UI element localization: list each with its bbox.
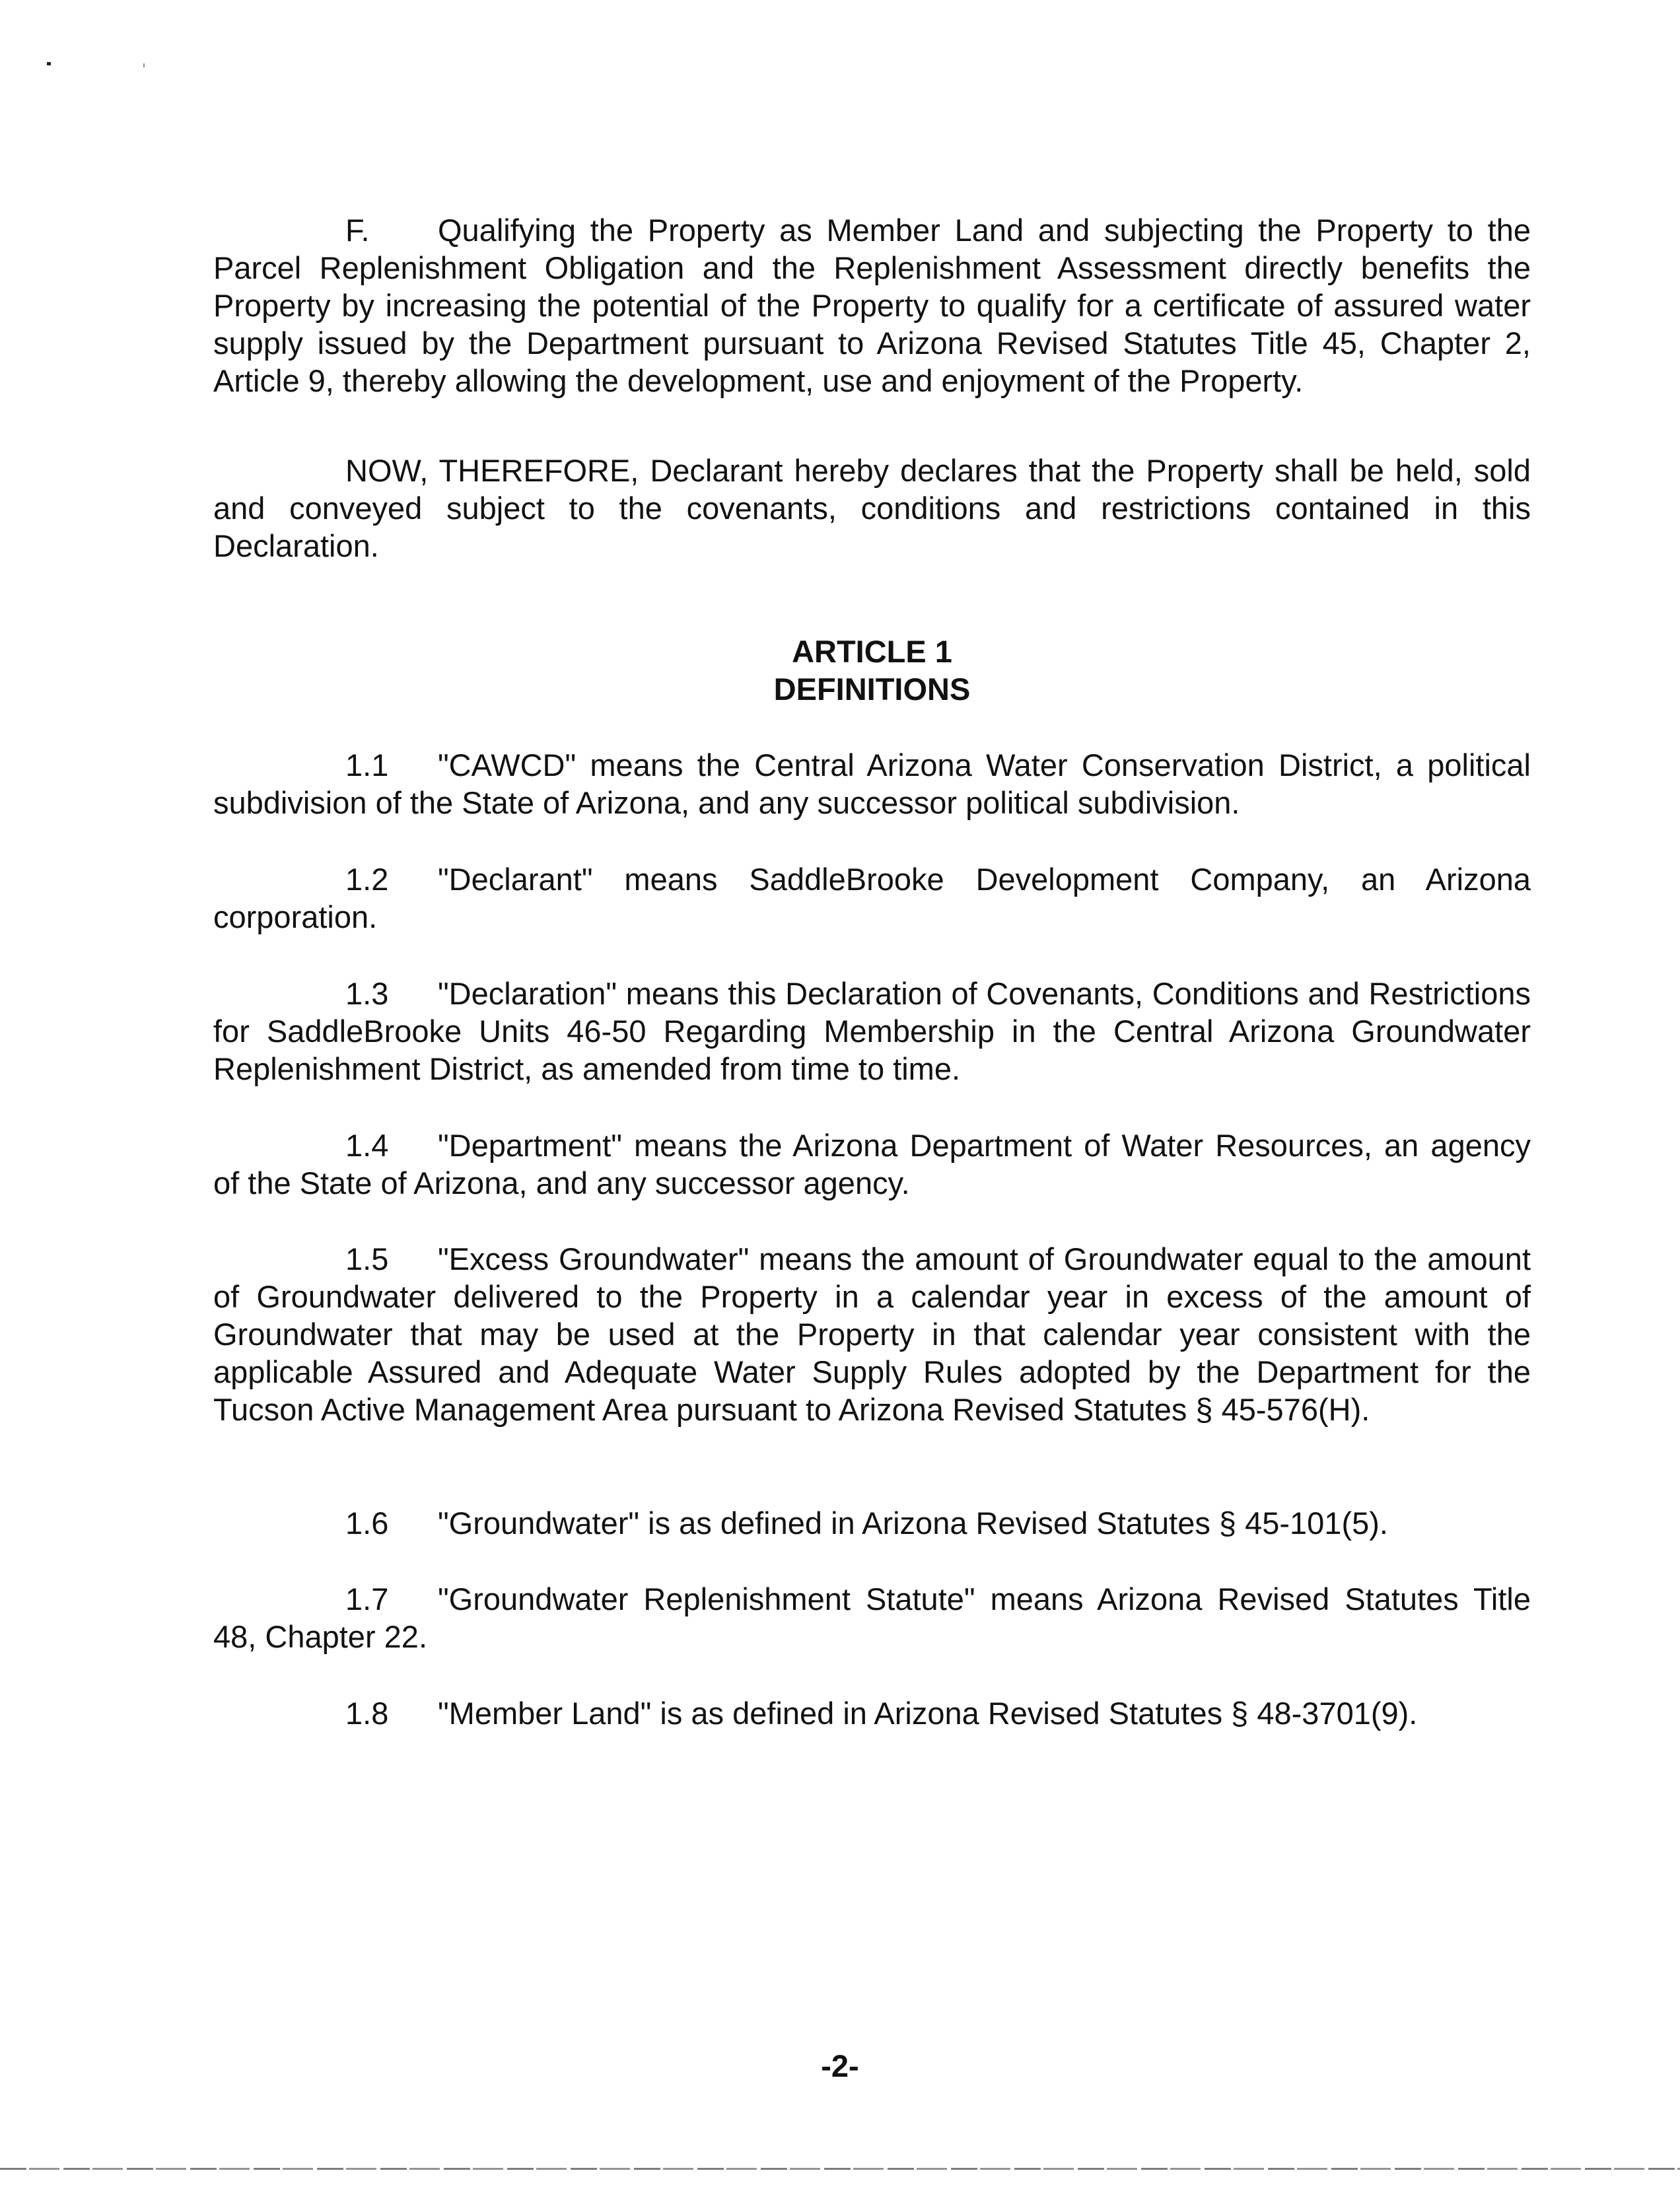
definition-number: 1.6 (345, 1506, 389, 1541)
definition-1-2 (213, 860, 1531, 936)
definition-text: "Declaration" means this Declaration of Covenants, Conditions and Restrictions for SaddleBrooke Units 46-50 Regarding Membership in the Central Arizona Groundwater Replenishment District, as amended from time to time. (213, 976, 1531, 1086)
definition-1-3 (213, 975, 1531, 1088)
definition-1-6 (213, 1504, 1531, 1542)
definition-1-8 (213, 1694, 1531, 1732)
definition-text: "Declarant" means SaddleBrooke Development Company, an Arizona corporation. (213, 862, 1531, 934)
paragraph-f-text: Qualifying the Property as Member Land and subjecting the Property to the Parcel Replenishment Obligation and the Replenishment Assessment directly benefits the Property by increasing the potential of the Property to qualify for a certificate of assured water supply issued by the Department pursuant to Arizona Revised Statutes Title 45, Chapter 2, Article 9, thereby allowing the development, use and enjoyment of the Property. (213, 213, 1531, 398)
definition-1-4 (213, 1127, 1531, 1202)
definition-text: "Groundwater" is as defined in Arizona Revised Statutes § 45-101(5). (438, 1506, 1388, 1541)
definition-text: "Department" means the Arizona Department of Water Resources, an agency of the State of Arizona, and any successor agency. (213, 1128, 1531, 1200)
definition-number: 1.1 (345, 747, 389, 782)
definition-text: "Groundwater Replenishment Statute" means Arizona Revised Statutes Title 48, Chapter 22. (213, 1581, 1531, 1654)
definition-number: 1.2 (345, 862, 389, 897)
definition-number: 1.4 (345, 1128, 389, 1163)
definition-text: "Excess Groundwater" means the amount of Groundwater equal to the amount of Groundwater delivered to the Property in a calendar year in excess of the amount of Groundwater that may be used at the Property in that calendar year consistent with the applicable Assured and Adequate Water Supply Rules adopted by the Department for the Tucson Active Management Area pursuant to Arizona Revised Statutes § 45-576(H). (213, 1241, 1531, 1427)
page-number: -2- (821, 2048, 859, 2083)
scan-speck (143, 63, 145, 67)
definition-1-1 (213, 746, 1531, 821)
definition-number: 1.8 (345, 1696, 389, 1731)
paragraph-f (213, 211, 1531, 399)
definition-number: 1.3 (345, 976, 389, 1011)
article-subtitle: DEFINITIONS (773, 672, 971, 707)
definition-1-7 (213, 1580, 1531, 1655)
paragraph-f-label: F. (345, 213, 370, 248)
definition-text: "CAWCD" means the Central Arizona Water Conservation District, a political subdivision of the State of Arizona, and any successor political subdivision. (213, 747, 1531, 820)
bottom-scan-line (0, 2168, 1680, 2170)
definition-number: 1.7 (345, 1581, 389, 1616)
definition-number: 1.5 (345, 1241, 389, 1276)
scan-speck (47, 62, 51, 65)
paragraph-now-therefore: NOW, THEREFORE, Declarant hereby declares that the Property shall be held, sold and conveyed subject to the covenants, conditions and restrictions contained in this Declaration. (213, 453, 1531, 563)
definition-1-5 (213, 1240, 1531, 1428)
definition-text: "Member Land" is as defined in Arizona Revised Statutes § 48-3701(9). (438, 1696, 1418, 1731)
article-title: ARTICLE 1 (792, 634, 952, 669)
